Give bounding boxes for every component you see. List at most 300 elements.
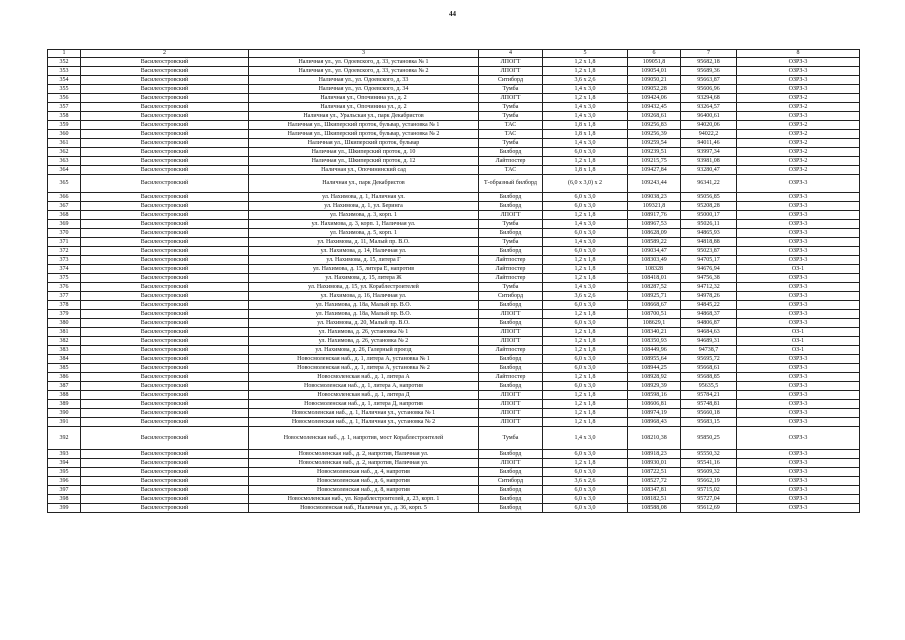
type-cell: ЛПОГТ <box>479 328 543 337</box>
address-cell: ул. Нахимова, д. 26, установка № 2 <box>249 337 479 346</box>
zone-cell: ОЗРЗ-2 <box>737 148 860 157</box>
size-cell: 1,2 x 1,8 <box>543 157 628 166</box>
table-row <box>48 495 860 504</box>
y-coord-cell: 95715,02 <box>681 486 737 495</box>
y-coord-cell: 94845,22 <box>681 301 737 310</box>
type-cell: Лайтпостер <box>479 373 543 382</box>
size-cell: (6,0 x 3,0) x 2 <box>543 175 628 193</box>
table-row <box>48 238 860 247</box>
district-cell: Василеостровский <box>81 337 249 346</box>
zone-cell: ОЗРЗ-3 <box>737 67 860 76</box>
zone-cell: ОЗРЗ-3 <box>737 319 860 328</box>
district-cell: Василеостровский <box>81 373 249 382</box>
type-cell: Тумба <box>479 112 543 121</box>
x-coord-cell: 108722,51 <box>628 468 681 477</box>
zone-cell: ОЗРЗ-3 <box>737 220 860 229</box>
size-cell: 1,2 x 1,8 <box>543 328 628 337</box>
x-coord-cell: 109243,44 <box>628 175 681 193</box>
address-cell: ул. Нахимова, д. 3, корп. 1, Наличная ул. <box>249 220 479 229</box>
x-coord-cell: 108287,52 <box>628 283 681 292</box>
table-row <box>48 112 860 121</box>
address-cell: ул. Нахимова, д. 15, литера Г <box>249 256 479 265</box>
row-number-cell: 396 <box>48 477 81 486</box>
size-cell: 6,0 x 3,0 <box>543 468 628 477</box>
address-cell: Новосмоленская наб., д. 1, литера А, установка № 1 <box>249 355 479 364</box>
address-cell: Новосмоленская наб., д. 2, напротив, Наличная ул. <box>249 450 479 459</box>
table-row <box>48 157 860 166</box>
zone-cell: ОЗРЗ-3 <box>737 450 860 459</box>
x-coord-cell: 108418,01 <box>628 274 681 283</box>
x-coord-cell: 108210,38 <box>628 427 681 450</box>
size-cell: 6,0 x 3,0 <box>543 486 628 495</box>
type-cell: Тумба <box>479 85 543 94</box>
y-coord-cell: 94868,37 <box>681 310 737 319</box>
table-header-row <box>48 50 860 58</box>
y-coord-cell: 94705,17 <box>681 256 737 265</box>
size-cell: 1,2 x 1,8 <box>543 391 628 400</box>
x-coord-cell: 108527,72 <box>628 477 681 486</box>
district-cell: Василеостровский <box>81 477 249 486</box>
type-cell: ЛПОГТ <box>479 391 543 400</box>
zone-cell: ОЗ-1 <box>737 328 860 337</box>
x-coord-cell: 109050,21 <box>628 76 681 85</box>
x-coord-cell: 108974,19 <box>628 409 681 418</box>
zone-cell: ОЗРЗ-3 <box>737 292 860 301</box>
size-cell: 1,4 x 3,0 <box>543 139 628 148</box>
x-coord-cell: 109424,06 <box>628 94 681 103</box>
row-number-cell: 374 <box>48 265 81 274</box>
district-cell: Василеостровский <box>81 319 249 328</box>
y-coord-cell: 95662,19 <box>681 477 737 486</box>
table-row <box>48 130 860 139</box>
district-cell: Василеостровский <box>81 139 249 148</box>
table-row <box>48 94 860 103</box>
district-cell: Василеостровский <box>81 450 249 459</box>
size-cell: 1,2 x 1,8 <box>543 94 628 103</box>
table-row <box>48 337 860 346</box>
y-coord-cell: 95023,87 <box>681 247 737 256</box>
table-row <box>48 76 860 85</box>
district-cell: Василеостровский <box>81 220 249 229</box>
size-cell: 1,2 x 1,8 <box>543 373 628 382</box>
size-cell: 6,0 x 3,0 <box>543 450 628 459</box>
address-cell: Новосмоленская наб., д. 1, Наличная ул., установка № 1 <box>249 409 479 418</box>
y-coord-cell: 93981,08 <box>681 157 737 166</box>
row-number-cell: 354 <box>48 76 81 85</box>
table-row <box>48 477 860 486</box>
district-cell: Василеостровский <box>81 310 249 319</box>
table-row <box>48 468 860 477</box>
address-cell: Новосмоленская наб., д. 1, литера А, напротив <box>249 382 479 391</box>
type-cell: ЛПОГТ <box>479 67 543 76</box>
y-coord-cell: 94689,31 <box>681 337 737 346</box>
size-cell: 1,4 x 3,0 <box>543 220 628 229</box>
type-cell: Тумба <box>479 283 543 292</box>
table-row <box>48 121 860 130</box>
row-number-cell: 384 <box>48 355 81 364</box>
address-cell: Наличная ул., Опочининский сад <box>249 166 479 175</box>
type-cell: Билборд <box>479 247 543 256</box>
table-row <box>48 400 860 409</box>
row-number-cell: 352 <box>48 58 81 67</box>
address-cell: Наличная ул., ул. Одоевского, д. 33 <box>249 76 479 85</box>
district-cell: Василеостровский <box>81 504 249 513</box>
y-coord-cell: 94738,7 <box>681 346 737 355</box>
registry-table <box>47 49 860 513</box>
x-coord-cell: 109051,8 <box>628 58 681 67</box>
page-number: 44 <box>449 10 456 18</box>
size-cell: 3,6 x 2,6 <box>543 292 628 301</box>
row-number-cell: 381 <box>48 328 81 337</box>
type-cell: Лайтпостер <box>479 265 543 274</box>
address-cell: Новосмоленская наб., д. 1, литера Д, напротив <box>249 400 479 409</box>
x-coord-cell: 108588,08 <box>628 504 681 513</box>
type-cell: Тумба <box>479 427 543 450</box>
row-number-cell: 373 <box>48 256 81 265</box>
x-coord-cell: 109034,47 <box>628 247 681 256</box>
size-cell: 6,0 x 3,0 <box>543 504 628 513</box>
table-row <box>48 504 860 513</box>
x-coord-cell: 109054,01 <box>628 67 681 76</box>
district-cell: Василеостровский <box>81 459 249 468</box>
y-coord-cell: 95695,72 <box>681 355 737 364</box>
size-cell: 6,0 x 3,0 <box>543 148 628 157</box>
zone-cell: ОЗРЗ-3 <box>737 211 860 220</box>
x-coord-cell: 108598,16 <box>628 391 681 400</box>
row-number-cell: 390 <box>48 409 81 418</box>
row-number-cell: 364 <box>48 166 81 175</box>
row-number-cell: 361 <box>48 139 81 148</box>
zone-cell: ОЗРЗ-3 <box>737 283 860 292</box>
zone-cell: ОЗРЗ-3 <box>737 247 860 256</box>
zone-cell: ОЗРЗ-3 <box>737 364 860 373</box>
address-cell: Наличная ул., Шкиперский проток, бульвар, установка № 2 <box>249 130 479 139</box>
zone-cell: ОЗРЗ-3 <box>737 459 860 468</box>
column-header: 4 <box>479 50 543 58</box>
row-number-cell: 395 <box>48 468 81 477</box>
address-cell: ул. Нахимова, д. 11, Малый пр. В.О. <box>249 238 479 247</box>
table-body <box>48 58 860 513</box>
row-number-cell: 382 <box>48 337 81 346</box>
address-cell: ул. Нахимова, д. 16, Наличная ул. <box>249 292 479 301</box>
y-coord-cell: 95635,5 <box>681 382 737 391</box>
zone-cell: ОЗРЗ-3 <box>737 495 860 504</box>
y-coord-cell: 94756,38 <box>681 274 737 283</box>
column-header: 2 <box>81 50 249 58</box>
x-coord-cell: 108303,49 <box>628 256 681 265</box>
type-cell: Билборд <box>479 450 543 459</box>
address-cell: ул. Нахимова, д. 15, литера Е, напротив <box>249 265 479 274</box>
table-row <box>48 247 860 256</box>
zone-cell: ОЗРЗ-3 <box>737 486 860 495</box>
size-cell: 6,0 x 3,0 <box>543 301 628 310</box>
row-number-cell: 375 <box>48 274 81 283</box>
row-number-cell: 380 <box>48 319 81 328</box>
x-coord-cell: 108606,81 <box>628 400 681 409</box>
type-cell: Билборд <box>479 355 543 364</box>
address-cell: ул. Нахимова, д. 18а, Малый пр. В.О. <box>249 310 479 319</box>
row-number-cell: 360 <box>48 130 81 139</box>
type-cell: ЛПОГТ <box>479 94 543 103</box>
zone-cell: ОЗРЗ-3 <box>737 468 860 477</box>
row-number-cell: 371 <box>48 238 81 247</box>
zone-cell: ОЗРЗ-3 <box>737 391 860 400</box>
type-cell: Билборд <box>479 468 543 477</box>
size-cell: 1,2 x 1,8 <box>543 265 628 274</box>
table-row <box>48 139 860 148</box>
district-cell: Василеостровский <box>81 121 249 130</box>
column-header: 1 <box>48 50 81 58</box>
type-cell: ЛПОГТ <box>479 400 543 409</box>
district-cell: Василеостровский <box>81 382 249 391</box>
district-cell: Василеостровский <box>81 418 249 427</box>
address-cell: Наличная ул., Уральская ул., парк Декабристов <box>249 112 479 121</box>
address-cell: Наличная ул., ул. Одоевского, д. 33, установка № 1 <box>249 58 479 67</box>
row-number-cell: 359 <box>48 121 81 130</box>
zone-cell: ОЗРЗ-3 <box>737 427 860 450</box>
table-row <box>48 58 860 67</box>
x-coord-cell: 108350,93 <box>628 337 681 346</box>
table-row <box>48 67 860 76</box>
row-number-cell: 379 <box>48 310 81 319</box>
district-cell: Василеостровский <box>81 238 249 247</box>
type-cell: ТАС <box>479 130 543 139</box>
table-row <box>48 166 860 175</box>
y-coord-cell: 94022,2 <box>681 130 737 139</box>
table-row <box>48 382 860 391</box>
y-coord-cell: 95784,21 <box>681 391 737 400</box>
row-number-cell: 363 <box>48 157 81 166</box>
zone-cell: ОЗРЗ-2 <box>737 139 860 148</box>
district-cell: Василеостровский <box>81 247 249 256</box>
row-number-cell: 394 <box>48 459 81 468</box>
y-coord-cell: 95663,87 <box>681 76 737 85</box>
district-cell: Василеостровский <box>81 346 249 355</box>
type-cell: Билборд <box>479 486 543 495</box>
type-cell: Лайтпостер <box>479 274 543 283</box>
row-number-cell: 370 <box>48 229 81 238</box>
row-number-cell: 386 <box>48 373 81 382</box>
table-row <box>48 486 860 495</box>
size-cell: 1,8 x 1,8 <box>543 130 628 139</box>
address-cell: Новосмоленская наб., д. 4, напротив <box>249 468 479 477</box>
y-coord-cell: 95026,11 <box>681 220 737 229</box>
table-row <box>48 211 860 220</box>
type-cell: Билборд <box>479 495 543 504</box>
address-cell: Наличная ул., ул. Одоевского, д. 34 <box>249 85 479 94</box>
column-header: 3 <box>249 50 479 58</box>
address-cell: Наличная ул., Шкиперский проток, д. 12 <box>249 157 479 166</box>
address-cell: Новосмоленская наб., д. 8, напротив <box>249 486 479 495</box>
type-cell: ЛПОГТ <box>479 459 543 468</box>
type-cell: Билборд <box>479 202 543 211</box>
table-row <box>48 175 860 193</box>
size-cell: 6,0 x 3,0 <box>543 229 628 238</box>
row-number-cell: 357 <box>48 103 81 112</box>
y-coord-cell: 96341,22 <box>681 175 737 193</box>
address-cell: Наличная ул., ул. Одоевского, д. 33, установка № 2 <box>249 67 479 76</box>
x-coord-cell: 109038,23 <box>628 193 681 202</box>
size-cell: 1,2 x 1,8 <box>543 58 628 67</box>
x-coord-cell: 108628,09 <box>628 229 681 238</box>
size-cell: 1,2 x 1,8 <box>543 256 628 265</box>
row-number-cell: 378 <box>48 301 81 310</box>
district-cell: Василеостровский <box>81 301 249 310</box>
type-cell: Ситиборд <box>479 477 543 486</box>
row-number-cell: 369 <box>48 220 81 229</box>
address-cell: ул. Нахимова, д. 26, Галерный проезд <box>249 346 479 355</box>
x-coord-cell: 109215,75 <box>628 157 681 166</box>
district-cell: Василеостровский <box>81 391 249 400</box>
row-number-cell: 366 <box>48 193 81 202</box>
zone-cell: ОЗРЗ-2 <box>737 166 860 175</box>
y-coord-cell: 94684,63 <box>681 328 737 337</box>
row-number-cell: 377 <box>48 292 81 301</box>
column-header: 8 <box>737 50 860 58</box>
y-coord-cell: 94676,94 <box>681 265 737 274</box>
x-coord-cell: 108925,71 <box>628 292 681 301</box>
district-cell: Василеостровский <box>81 364 249 373</box>
district-cell: Василеостровский <box>81 229 249 238</box>
y-coord-cell: 95550,32 <box>681 450 737 459</box>
y-coord-cell: 95668,61 <box>681 364 737 373</box>
y-coord-cell: 94712,32 <box>681 283 737 292</box>
x-coord-cell: 108589,22 <box>628 238 681 247</box>
address-cell: Новосмоленская наб., Наличная ул., д. 36, корп. 5 <box>249 504 479 513</box>
y-coord-cell: 95606,96 <box>681 85 737 94</box>
district-cell: Василеостровский <box>81 157 249 166</box>
row-number-cell: 387 <box>48 382 81 391</box>
address-cell: ул. Нахимова, д. 1, Наличная ул. <box>249 193 479 202</box>
district-cell: Василеостровский <box>81 292 249 301</box>
table-row <box>48 202 860 211</box>
size-cell: 6,0 x 3,0 <box>543 319 628 328</box>
x-coord-cell: 109432,45 <box>628 103 681 112</box>
table-row <box>48 391 860 400</box>
table-row <box>48 409 860 418</box>
type-cell: ЛПОГТ <box>479 310 543 319</box>
x-coord-cell: 108328 <box>628 265 681 274</box>
district-cell: Василеостровский <box>81 58 249 67</box>
x-coord-cell: 109239,51 <box>628 148 681 157</box>
district-cell: Василеостровский <box>81 495 249 504</box>
row-number-cell: 356 <box>48 94 81 103</box>
zone-cell: ОЗРЗ-3 <box>737 202 860 211</box>
x-coord-cell: 108668,67 <box>628 301 681 310</box>
row-number-cell: 393 <box>48 450 81 459</box>
address-cell: ул. Нахимова, д. 18а, Малый пр. В.О. <box>249 301 479 310</box>
size-cell: 1,2 x 1,8 <box>543 409 628 418</box>
row-number-cell: 358 <box>48 112 81 121</box>
table-row <box>48 418 860 427</box>
y-coord-cell: 94020,06 <box>681 121 737 130</box>
row-number-cell: 367 <box>48 202 81 211</box>
zone-cell: ОЗРЗ-2 <box>737 103 860 112</box>
zone-cell: ОЗ-1 <box>737 337 860 346</box>
district-cell: Василеостровский <box>81 76 249 85</box>
district-cell: Василеостровский <box>81 468 249 477</box>
row-number-cell: 365 <box>48 175 81 193</box>
type-cell: Билборд <box>479 364 543 373</box>
zone-cell: ОЗРЗ-3 <box>737 175 860 193</box>
x-coord-cell: 109052,28 <box>628 85 681 94</box>
x-coord-cell: 109268,61 <box>628 112 681 121</box>
type-cell: ТАС <box>479 121 543 130</box>
y-coord-cell: 95748,81 <box>681 400 737 409</box>
address-cell: Новосмоленская наб., ул. Кораблестроителей, д. 23, корп. 1 <box>249 495 479 504</box>
zone-cell: ОЗРЗ-3 <box>737 76 860 85</box>
address-cell: Новосмоленская наб., д. 1, Наличная ул., установка № 2 <box>249 418 479 427</box>
district-cell: Василеостровский <box>81 193 249 202</box>
type-cell: ТАС <box>479 166 543 175</box>
district-cell: Василеостровский <box>81 486 249 495</box>
y-coord-cell: 95683,15 <box>681 418 737 427</box>
district-cell: Василеостровский <box>81 409 249 418</box>
x-coord-cell: 109259,54 <box>628 139 681 148</box>
row-number-cell: 355 <box>48 85 81 94</box>
row-number-cell: 391 <box>48 418 81 427</box>
district-cell: Василеостровский <box>81 400 249 409</box>
type-cell: ЛПОГТ <box>479 58 543 67</box>
zone-cell: ОЗРЗ-3 <box>737 85 860 94</box>
district-cell: Василеостровский <box>81 211 249 220</box>
zone-cell: ОЗ-1 <box>737 265 860 274</box>
x-coord-cell: 108449,96 <box>628 346 681 355</box>
table-row <box>48 373 860 382</box>
row-number-cell: 389 <box>48 400 81 409</box>
row-number-cell: 385 <box>48 364 81 373</box>
y-coord-cell: 95689,36 <box>681 67 737 76</box>
table-row <box>48 229 860 238</box>
y-coord-cell: 94865,93 <box>681 229 737 238</box>
type-cell: Тумба <box>479 103 543 112</box>
zone-cell: ОЗРЗ-2 <box>737 94 860 103</box>
column-header: 7 <box>681 50 737 58</box>
size-cell: 1,4 x 3,0 <box>543 103 628 112</box>
type-cell: ЛПОГТ <box>479 409 543 418</box>
column-header: 6 <box>628 50 681 58</box>
zone-cell: ОЗРЗ-2 <box>737 121 860 130</box>
row-number-cell: 383 <box>48 346 81 355</box>
table-row <box>48 355 860 364</box>
address-cell: ул. Нахимова, д. 15, ул. Кораблестроителей <box>249 283 479 292</box>
size-cell: 6,0 x 3,0 <box>543 495 628 504</box>
y-coord-cell: 95208,28 <box>681 202 737 211</box>
x-coord-cell: 108917,76 <box>628 211 681 220</box>
size-cell: 1,4 x 3,0 <box>543 427 628 450</box>
size-cell: 6,0 x 3,0 <box>543 247 628 256</box>
district-cell: Василеостровский <box>81 202 249 211</box>
y-coord-cell: 95541,16 <box>681 459 737 468</box>
table-row <box>48 193 860 202</box>
zone-cell: ОЗРЗ-3 <box>737 112 860 121</box>
zone-cell: ОЗРЗ-3 <box>737 193 860 202</box>
district-cell: Василеостровский <box>81 67 249 76</box>
address-cell: Новосмоленская наб., д. 1, литера А <box>249 373 479 382</box>
table-row <box>48 265 860 274</box>
y-coord-cell: 93294,68 <box>681 94 737 103</box>
x-coord-cell: 108918,23 <box>628 450 681 459</box>
size-cell: 6,0 x 3,0 <box>543 202 628 211</box>
address-cell: Новосмоленская наб., д. 2, напротив, Наличная ул. <box>249 459 479 468</box>
row-number-cell: 392 <box>48 427 81 450</box>
y-coord-cell: 95727,04 <box>681 495 737 504</box>
district-cell: Василеостровский <box>81 283 249 292</box>
table-row <box>48 364 860 373</box>
size-cell: 1,2 x 1,8 <box>543 418 628 427</box>
x-coord-cell: 108929,39 <box>628 382 681 391</box>
y-coord-cell: 95609,32 <box>681 468 737 477</box>
